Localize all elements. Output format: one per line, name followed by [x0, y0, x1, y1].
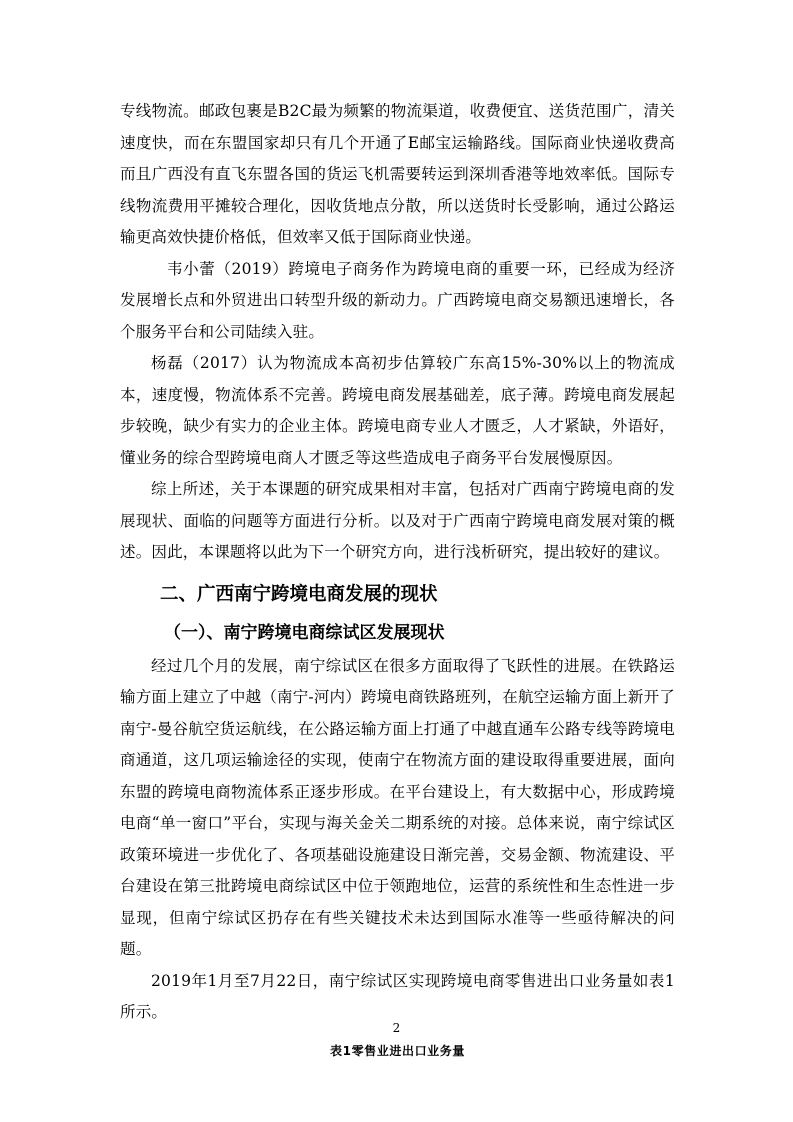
page-number: 2 — [392, 1021, 401, 1035]
page-content — [120, 96, 675, 1061]
paragraph-table-intro: 2019年1月至7月22日，南宁综试区实现跨境电商零售进出口业务量如表1所示。 — [120, 971, 675, 1021]
paragraph-wei-xiaolei: 韦小蕾（2019）跨境电子商务作为跨境电商的重要一环，已经成为经济发展增长点和外贸进出口转型升级的新动力。广西跨境电商交易额迅速增长，各个服务平台和公司陆续入驻。 — [120, 259, 675, 341]
paragraph-yang-lei: 杨磊（2017）认为物流成本高初步估算较广东高15%-30%以上的物流成本，速度慢，物流体系不完善。跨境电商发展基础差，底子薄。跨境电商发展起步较晚，缺少有实力的企业主体。跨境电商专业人才匮乏，人才紧缺，外语好，懂业务的综合型跨境电商人才匮乏等这些造成电子商务平台发展慢原因。 — [120, 354, 675, 467]
paragraph-logistics: 专线物流。邮政包裹是B2C最为频繁的物流渠道，收费便宜、送货范围广，清关速度快，而在东盟国家却只有几个开通了E邮宝运输路线。国际商业快递收费高而且广西没有直飞东盟各国的货运飞机需要转运到深圳香港等地效率低。国际专线物流费用平摊较合理化，因收货地点分散，所以送货时长受影响，通过公路运输更高效快捷价格低，但效率又低于国际商业快递。 — [120, 102, 675, 246]
subsection-heading: （一）、南宁跨境电商综试区发展现状 — [164, 622, 445, 643]
paragraph-development: 经过几个月的发展，南宁综试区在很多方面取得了飞跃性的进展。在铁路运输方面上建立了中越（南宁-河内）跨境电商铁路班列，在航空运输方面上新开了南宁-曼谷航空货运航线，在公路运输方面上打通了中越直通车公路专线等跨境电商通道，这几项运输途径的实现，使南宁在物流方面的建设取得重要进展，面向东盟的跨境电商物流体系正逐步形成。在平台建设上，有大数据中心，形成跨境电商“单一窗口”平台，实现与海关金关二期系统的对接。总体来说，南宁综试区政策环境进一步优化了、各项基础设施建设日渐完善，交易金额、物流建设、平台建设在第三批跨境电商综试区中位于领跑地位，运营的系统性和生态性进一步显现，但南宁综试区扔存在有些关键技术未达到国际水准等一些亟待解决的问题。 — [120, 656, 675, 958]
section-heading: 二、广西南宁跨境电商发展的现状 — [160, 583, 438, 605]
paragraph-summary: 综上所述，关于本课题的研究成果相对丰富，包括对广西南宁跨境电商的发展现状、面临的问题等方面进行分析。以及对于广西南宁跨境电商发展对策的概述。因此，本课题将以此为下一个研究方向，进行浅析研究，提出较好的建议。 — [120, 480, 675, 561]
table-caption: 表1零售业进出口业务量 — [330, 1043, 465, 1058]
